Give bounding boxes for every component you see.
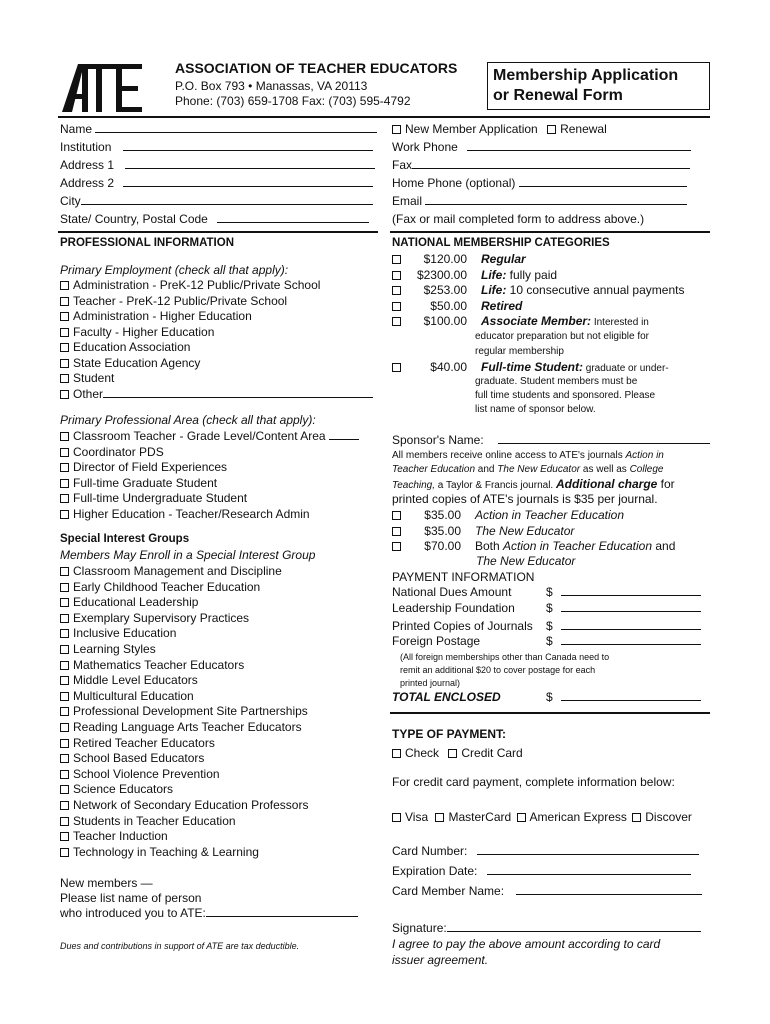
expiration-field[interactable] (392, 864, 691, 879)
mastercard-label: MasterCard (448, 810, 512, 824)
area-label: Primary Professional Area (check all that apply): (60, 413, 316, 427)
checkbox-icon[interactable] (392, 302, 401, 311)
employment-item[interactable] (60, 356, 200, 371)
category-name: Full-time Student: (481, 360, 583, 374)
sponsor-field[interactable] (392, 433, 710, 448)
org-phone: Phone: (703) 659-1708 Fax: (703) 595-4792 (175, 94, 411, 108)
sig-label-18: Technology in Teaching & Learning (73, 844, 259, 859)
payment-label: Leadership Foundation (392, 601, 515, 615)
employment-item[interactable] (60, 309, 252, 324)
check-checkbox[interactable] (392, 749, 401, 758)
city-field[interactable] (60, 194, 373, 209)
category-price: $100.00 (423, 314, 467, 328)
sig-label-10: Reading Language Arts Teacher Educators (73, 720, 302, 734)
sig-label-4: Inclusive Education (73, 626, 177, 641)
journal-row-both[interactable] (392, 539, 675, 554)
signature-field[interactable] (392, 921, 701, 936)
access-text: a Taylor & Francis journal. (435, 480, 556, 491)
payment-rule (390, 712, 710, 714)
visa-checkbox[interactable] (392, 813, 401, 822)
additional-charge: Additional charge (555, 477, 658, 491)
amex-label: American Express (529, 810, 627, 824)
access-line-4: printed copies of ATE's journals is $35 per journal. (392, 492, 658, 506)
category-name: Life: (481, 267, 507, 282)
checkbox-icon[interactable] (60, 692, 69, 701)
sig-label-11: Retired Teacher Educators (73, 735, 215, 750)
access-text: for (657, 477, 675, 491)
category-name: Life: (481, 283, 507, 297)
org-name: ASSOCIATION OF TEACHER EDUCATORS (175, 60, 458, 76)
employment-item[interactable] (60, 294, 287, 309)
sig-label-14: Science Educators (73, 782, 174, 797)
category-row[interactable] (392, 252, 526, 267)
area-item[interactable] (60, 429, 359, 444)
tax-note: Dues and contributions in support of ATE are tax deductible. (60, 941, 300, 951)
payment-row[interactable] (392, 585, 701, 600)
journal-name: Action in Teacher Education (475, 508, 624, 522)
checkbox-icon[interactable] (60, 785, 69, 794)
checkbox-icon[interactable] (60, 510, 69, 519)
fax-label: Fax (392, 158, 413, 172)
category-desc: graduate or under- (583, 363, 669, 374)
sig-label-0: Classroom Management and Discipline (73, 564, 282, 578)
sig-item[interactable] (60, 642, 156, 657)
sig-heading: Special Interest Groups (60, 533, 190, 545)
institution-field[interactable] (60, 140, 373, 155)
credit-card-note: For credit card payment, complete information below: (392, 775, 675, 789)
sig-label-5: Learning Styles (73, 642, 156, 656)
associate-desc-2: educator preparation but not eligible for (475, 331, 650, 342)
total-row[interactable] (392, 690, 701, 705)
checkbox-icon[interactable] (392, 363, 401, 372)
journal-title: College (629, 464, 664, 475)
ate-logo-mark (60, 58, 146, 114)
credit-card-label: Credit Card (461, 746, 523, 760)
category-price: $40.00 (430, 360, 467, 374)
category-desc: Interested in (591, 317, 649, 328)
name-label: Name (60, 122, 93, 136)
sig-label-17: Teacher Induction (73, 829, 168, 844)
payment-label: Printed Copies of Journals (392, 619, 533, 633)
employment-item[interactable] (60, 340, 190, 355)
credit-card-checkbox[interactable] (448, 749, 457, 758)
payment-row[interactable] (392, 619, 701, 634)
category-desc: 10 consecutive annual payments (506, 283, 685, 297)
sig-item[interactable] (60, 704, 308, 719)
agreement-line-1: I agree to pay the above amount according to card (392, 937, 661, 951)
card-number-field[interactable] (392, 844, 699, 859)
access-text: All members receive online access to ATE's journals (392, 450, 626, 461)
area-label-2: Director of Field Experiences (73, 460, 228, 474)
area-item[interactable] (60, 476, 217, 491)
sig-item[interactable] (60, 814, 236, 829)
checkbox-icon[interactable] (60, 832, 69, 841)
area-item[interactable] (60, 491, 247, 506)
checkbox-icon[interactable] (60, 848, 69, 857)
journal-price: $35.00 (424, 508, 461, 522)
email-label: Email (392, 194, 423, 208)
checkbox-icon[interactable] (60, 312, 69, 321)
access-text: as well as (580, 464, 630, 475)
checkbox-icon[interactable] (60, 676, 69, 685)
card-number-label: Card Number: (392, 844, 468, 858)
checkbox-icon[interactable] (60, 463, 69, 472)
state-field[interactable] (60, 212, 369, 227)
form-title-line-1: Membership Application (493, 67, 679, 84)
sig-item[interactable] (60, 845, 259, 860)
sig-label-2: Educational Leadership (73, 595, 199, 610)
journal-name-both: The New Educator (476, 554, 576, 568)
journal-price: $70.00 (424, 539, 461, 553)
checkbox-icon[interactable] (392, 271, 401, 280)
city-label: City (60, 194, 81, 208)
category-row[interactable] (392, 283, 684, 298)
journal-row[interactable] (392, 524, 574, 539)
referrer-label: who introduced you to ATE: (60, 906, 206, 920)
checkbox-icon[interactable] (60, 614, 69, 623)
access-line-2 (392, 463, 664, 476)
currency-symbol: $ (546, 690, 553, 704)
renewal-checkbox[interactable] (547, 125, 556, 134)
checkbox-icon[interactable] (60, 328, 69, 337)
sig-item[interactable] (60, 829, 168, 844)
payment-type-row (392, 746, 523, 761)
access-line-3 (392, 477, 675, 492)
checkbox-icon[interactable] (60, 448, 69, 457)
institution-label: Institution (60, 140, 112, 154)
new-members-line-2: Please list name of person (60, 891, 202, 905)
sig-label-6: Mathematics Teacher Educators (73, 657, 245, 672)
checkbox-icon[interactable] (60, 754, 69, 763)
currency-symbol: $ (546, 601, 553, 615)
checkbox-icon[interactable] (60, 770, 69, 779)
sponsor-label: Sponsor's Name: (392, 433, 484, 447)
sig-item[interactable] (60, 736, 215, 751)
membership-heading: NATIONAL MEMBERSHIP CATEGORIES (392, 237, 610, 249)
category-row[interactable] (392, 314, 649, 329)
left-section-rule (58, 231, 378, 233)
work-phone-field[interactable] (392, 140, 691, 155)
checkbox-icon[interactable] (60, 739, 69, 748)
checkbox-icon[interactable] (392, 542, 401, 551)
sig-label-3: Exemplary Supervisory Practices (73, 610, 250, 625)
payment-type-heading: TYPE OF PAYMENT: (392, 727, 507, 741)
new-member-label: New Member Application (405, 122, 538, 136)
currency-symbol: $ (546, 585, 553, 599)
student-desc-3: full time students and sponsored. Please (475, 390, 656, 401)
employment-label-5: State Education Agency (73, 355, 201, 370)
area-label-0: Classroom Teacher - Grade Level/Content Area (73, 429, 326, 443)
journal-text: and (652, 539, 676, 553)
category-row[interactable] (392, 299, 522, 314)
checkbox-icon[interactable] (60, 359, 69, 368)
payment-label: National Dues Amount (392, 585, 512, 599)
journal-title: Teaching, (392, 480, 435, 491)
category-row[interactable] (392, 268, 557, 283)
area-label-3: Full-time Graduate Student (73, 475, 218, 490)
checkbox-icon[interactable] (60, 479, 69, 488)
discover-label: Discover (645, 810, 692, 824)
journal-name: Action in Teacher Education (503, 539, 653, 553)
visa-label: Visa (405, 810, 429, 824)
form-title-box (487, 62, 710, 110)
sig-label-7: Middle Level Educators (73, 673, 198, 688)
checkbox-icon[interactable] (392, 527, 401, 536)
sig-item[interactable] (60, 689, 194, 704)
checkbox-icon[interactable] (60, 494, 69, 503)
ate-logo (60, 58, 146, 114)
sig-label-16: Students in Teacher Education (73, 813, 236, 828)
journal-text: Both (475, 539, 504, 553)
category-price: $50.00 (430, 298, 467, 313)
checkbox-icon[interactable] (60, 645, 69, 654)
checkbox-icon[interactable] (392, 511, 401, 520)
checkbox-icon[interactable] (60, 629, 69, 638)
checkbox-icon[interactable] (60, 432, 69, 441)
checkbox-icon[interactable] (60, 723, 69, 732)
access-text: and (475, 464, 498, 475)
journal-title: Action in (625, 450, 664, 461)
sig-label-9: Professional Development Site Partnerships (73, 704, 308, 719)
payment-row[interactable] (392, 601, 701, 616)
employment-label-3: Faculty - Higher Education (73, 324, 215, 339)
journal-row[interactable] (392, 508, 624, 523)
category-price: $253.00 (423, 283, 467, 297)
address1-label: Address 1 (60, 158, 115, 172)
sig-item[interactable] (60, 673, 198, 688)
org-address: P.O. Box 793 • Manassas, VA 20113 (175, 79, 368, 93)
header-rule (58, 116, 710, 118)
name-field[interactable] (60, 122, 377, 137)
referrer-field[interactable] (60, 906, 358, 921)
expiration-label: Expiration Date: (392, 864, 478, 878)
new-member-checkbox[interactable] (392, 125, 401, 134)
mastercard-checkbox[interactable] (435, 813, 444, 822)
sig-item[interactable] (60, 595, 198, 610)
checkbox-icon[interactable] (60, 583, 69, 592)
foreign-note-2: remit an additional $20 to cover postage for each (400, 665, 596, 675)
form-title-line-2: or Renewal Form (493, 87, 623, 104)
foreign-note-3: printed journal) (400, 678, 461, 688)
sig-label-12: School Based Educators (73, 751, 205, 766)
journal-price: $35.00 (424, 523, 461, 538)
category-price: $2300.00 (416, 267, 467, 282)
area-label-4: Full-time Undergraduate Student (73, 491, 248, 505)
checkbox-icon[interactable] (60, 707, 69, 716)
address2-field[interactable] (60, 176, 373, 191)
amex-checkbox[interactable] (517, 813, 526, 822)
checkbox-icon[interactable] (60, 567, 69, 576)
checkbox-icon[interactable] (60, 343, 69, 352)
sig-label-13: School Violence Prevention (73, 766, 220, 781)
address2-label: Address 2 (60, 176, 115, 190)
sig-item[interactable] (60, 658, 244, 673)
access-line-1 (392, 449, 664, 462)
checkbox-icon[interactable] (60, 801, 69, 810)
state-label: State/ Country, Postal Code (60, 212, 208, 226)
fax-field[interactable] (392, 158, 690, 173)
currency-symbol: $ (546, 619, 553, 633)
category-price: $120.00 (423, 252, 467, 266)
employment-label-1: Teacher - PreK-12 Public/Private School (73, 293, 288, 308)
sig-item[interactable] (60, 767, 220, 782)
professional-heading: PROFESSIONAL INFORMATION (60, 237, 234, 249)
foreign-note-1: (All foreign memberships other than Canada need to (400, 652, 610, 662)
sig-item[interactable] (60, 798, 308, 813)
sig-item[interactable] (60, 611, 249, 626)
new-members-line-1: New members — (60, 876, 153, 890)
area-item[interactable] (60, 507, 310, 522)
sig-label-15: Network of Secondary Education Professors (73, 798, 309, 812)
sig-item[interactable] (60, 720, 302, 735)
card-member-label: Card Member Name: (392, 884, 505, 898)
checkbox-icon[interactable] (60, 390, 69, 399)
associate-desc-3: regular membership (475, 346, 564, 357)
sig-item[interactable] (60, 580, 260, 595)
fax-mail-note: (Fax or mail completed form to address above.) (392, 212, 645, 226)
checkbox-icon[interactable] (60, 598, 69, 607)
checkbox-icon[interactable] (392, 317, 401, 326)
address1-field[interactable] (60, 158, 375, 173)
checkbox-icon[interactable] (60, 817, 69, 826)
application-type-row (392, 122, 607, 137)
payment-label: Foreign Postage (392, 634, 481, 648)
checkbox-icon[interactable] (60, 374, 69, 383)
sig-subheading: Members May Enroll in a Special Interest Group (60, 548, 316, 562)
renewal-label: Renewal (560, 122, 607, 136)
payment-row[interactable] (392, 634, 701, 649)
email-field[interactable] (392, 194, 687, 209)
total-label: TOTAL ENCLOSED (392, 690, 501, 704)
sig-item[interactable] (60, 564, 282, 579)
category-name: Retired (481, 298, 523, 313)
checkbox-icon[interactable] (392, 255, 401, 264)
right-section-rule (390, 231, 710, 233)
discover-checkbox[interactable] (632, 813, 641, 822)
category-row-student[interactable] (392, 360, 669, 375)
area-item[interactable] (60, 460, 227, 475)
checkbox-icon[interactable] (60, 661, 69, 670)
category-name: Associate Member: (481, 314, 592, 328)
area-item[interactable] (60, 445, 164, 460)
employment-item-other[interactable] (60, 387, 373, 402)
agreement-line-2: issuer agreement. (392, 953, 489, 967)
sig-item[interactable] (60, 626, 176, 641)
checkbox-icon[interactable] (60, 281, 69, 290)
checkbox-icon[interactable] (392, 286, 401, 295)
sig-item[interactable] (60, 782, 173, 797)
card-member-field[interactable] (392, 884, 702, 899)
employment-label: Primary Employment (check all that apply): (60, 263, 289, 277)
sig-label-8: Multicultural Education (73, 688, 194, 703)
journal-title: The New Educator (497, 464, 581, 475)
journal-title: Teacher Education (392, 464, 476, 475)
signature-label: Signature: (392, 921, 447, 935)
employment-item[interactable] (60, 278, 320, 293)
employment-label-0: Administration - PreK-12 Public/Private School (73, 278, 321, 292)
employment-label-7: Other (73, 386, 104, 401)
employment-label-4: Education Association (73, 340, 191, 354)
payment-heading: PAYMENT INFORMATION (392, 570, 535, 584)
sig-label-1: Early Childhood Teacher Education (73, 579, 261, 594)
home-phone-field[interactable] (392, 176, 687, 191)
student-desc-2: graduate. Student members must be (475, 376, 638, 387)
employment-item[interactable] (60, 325, 214, 340)
sig-item[interactable] (60, 751, 204, 766)
area-label-5: Higher Education - Teacher/Research Admin (73, 506, 310, 521)
check-label: Check (405, 746, 440, 760)
employment-item[interactable] (60, 371, 114, 386)
employment-label-6: Student (73, 371, 115, 385)
card-type-row (392, 810, 692, 825)
category-name: Regular (481, 252, 526, 266)
checkbox-icon[interactable] (60, 297, 69, 306)
currency-symbol: $ (546, 634, 553, 648)
work-phone-label: Work Phone (392, 140, 458, 154)
journal-name: The New Educator (475, 523, 575, 538)
home-phone-label: Home Phone (optional) (392, 176, 516, 190)
employment-label-2: Administration - Higher Education (73, 309, 252, 323)
category-desc: fully paid (506, 267, 558, 282)
area-label-1: Coordinator PDS (73, 444, 164, 459)
student-desc-4: list name of sponsor below. (475, 404, 596, 415)
